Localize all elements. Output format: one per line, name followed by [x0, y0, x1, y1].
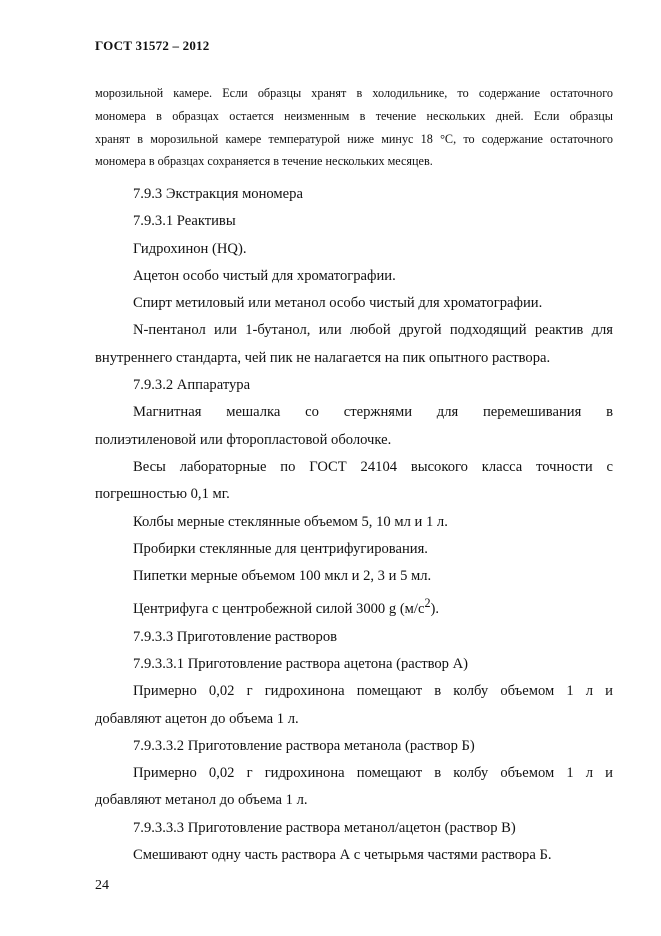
reagent-item: N-пентанол или 1-бутанол, или любой другой подходящий реактив для: [133, 322, 613, 339]
procedure-text-continuation: добавляют ацетон до объема 1 л.: [95, 710, 299, 727]
subsection-heading-apparatus: 7.9.3.2 Аппаратура: [133, 377, 251, 394]
apparatus-item: Пипетки мерные объемом 100 мкл и 2, 3 и 5 мл.: [133, 568, 432, 585]
apparatus-item-continuation: погрешностью 0,1 мг.: [95, 486, 230, 503]
centrifuge-text: Центрифуга с центробежной силой 3000 g (м/с: [133, 601, 425, 618]
procedure-text: Смешивают одну часть раствора А с четырьмя частями раствора Б.: [133, 846, 552, 863]
apparatus-item: Колбы мерные стеклянные объемом 5, 10 мл и 1 л.: [133, 513, 448, 530]
apparatus-item-continuation: полиэтиленовой или фторопластовой оболочке.: [95, 431, 392, 448]
procedure-text: Примерно 0,02 г гидрохинона помещают в колбу объемом 1 л и: [133, 765, 613, 782]
apparatus-item-centrifuge: [95, 590, 613, 623]
superscript: 2: [424, 596, 431, 611]
main-text: [95, 181, 613, 869]
reagent-item-continuation: внутреннего стандарта, чей пик не налагается на пик опытного раствора.: [95, 349, 551, 366]
procedure-text: Примерно 0,02 г гидрохинона помещают в колбу объемом 1 л и: [133, 683, 613, 700]
reagent-item: Спирт метиловый или метанол особо чистый для хроматографии.: [133, 295, 543, 312]
intro-line: морозильной камере. Если образцы хранят в холодильнике, то содержание остаточного: [95, 86, 613, 100]
procedure-text-continuation: добавляют метанол до объема 1 л.: [95, 792, 308, 809]
document-header: ГОСТ 31572 – 2012: [95, 38, 210, 53]
apparatus-item: Весы лабораторные по ГОСТ 24104 высокого класса точности с: [133, 458, 613, 475]
subsection-heading-solution-a: 7.9.3.3.1 Приготовление раствора ацетона (раствор А): [133, 655, 469, 672]
intro-paragraph: [95, 82, 613, 173]
section-heading-extraction: 7.9.3 Экстракция мономера: [133, 186, 303, 202]
subsection-heading-solution-c: 7.9.3.3.3 Приготовление раствора метанол/ацетон (раствор В): [133, 819, 516, 836]
intro-line: хранят в морозильной камере температурой ниже минус 18 °C, то содержание остаточного: [95, 131, 613, 146]
subsection-heading-solution-b: 7.9.3.3.2 Приготовление раствора метанола (раствор Б): [133, 737, 475, 754]
intro-line: мономера в образцах остается неизменным в течение нескольких дней. Если образцы: [95, 108, 613, 123]
apparatus-item: Пробирки стеклянные для центрифугирования.: [133, 540, 428, 557]
page-number: 24: [95, 878, 109, 893]
centrifuge-text-end: ).: [430, 601, 440, 618]
subsection-heading-solutions: 7.9.3.3 Приготовление растворов: [133, 628, 338, 645]
intro-line: мономера в образцах сохраняется в течение нескольких месяцев.: [95, 154, 433, 169]
reagent-item: Гидрохинон (HQ).: [133, 240, 247, 257]
subsection-heading-reagents: 7.9.3.1 Реактивы: [133, 213, 236, 230]
apparatus-item: Магнитная мешалка со стержнями для перемешивания в: [133, 404, 613, 421]
reagent-item: Ацетон особо чистый для хроматографии.: [133, 267, 396, 284]
